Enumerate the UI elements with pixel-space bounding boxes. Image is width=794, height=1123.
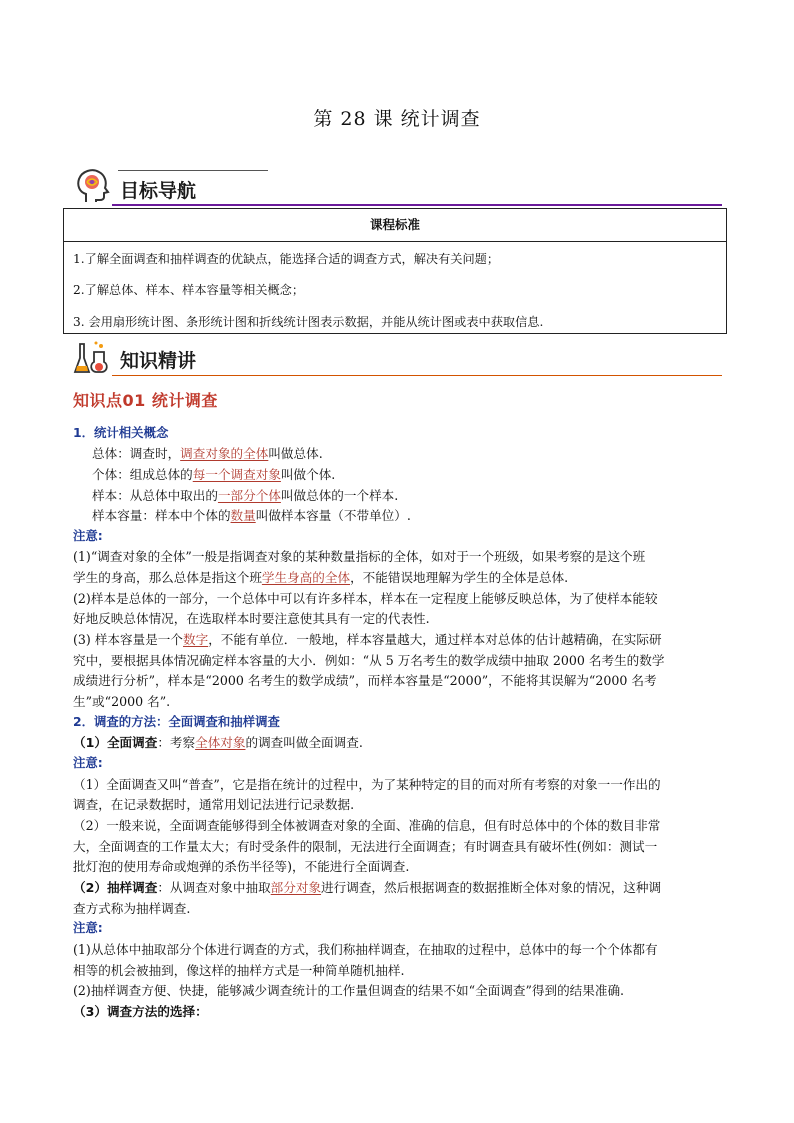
note-line: 生”或“2000 名”. xyxy=(73,694,171,709)
note-line: (2)抽样调查方便、快捷，能够减少调查统计的工作量但调查的结果不如“全面调查”得到的结果准确. xyxy=(73,983,625,998)
section-title-goals: 目标导航 xyxy=(120,180,197,202)
heading-2: 2．调查的方法：全面调查和抽样调查 xyxy=(73,714,280,729)
definition-sample-size: 样本容量：样本中个体的数量叫做样本容量（不带单位）. xyxy=(92,508,411,523)
note-line: 调查，在记录数据时，通常用划记法进行记录数据. xyxy=(73,797,355,812)
standards-header: 课程标准 xyxy=(64,209,726,242)
note-line: 学生的身高，那么总体是指这个班学生身高的全体，不能错误地理解为学生的全体是总体. xyxy=(73,570,569,585)
flask-icon xyxy=(72,338,112,378)
definition-sample: 样本：从总体中取出的一部分个体叫做总体的一个样本. xyxy=(92,488,399,503)
definition-individual: 个体：组成总体的每一个调查对象叫做个体. xyxy=(92,467,336,482)
note-line: (1)从总体中抽取部分个体进行调查的方式，我们称抽样调查，在抽取的过程中，总体中的每一个个体都有 xyxy=(73,942,658,957)
note-line: （2）一般来说，全面调查能够得到全体被调查对象的全面、准确的信息，但有时总体中的个体的数目非常 xyxy=(73,818,661,833)
method-sampling-survey: （2）抽样调查：从调查对象中抽取部分对象进行调查，然后根据调查的数据推断全体对象的情况，这种调 xyxy=(73,880,662,895)
note-line: 好地反映总体情况，在选取样本时要注意使其具有一定的代表性. xyxy=(73,611,430,626)
method-full-survey: （1）全面调查：考察全体对象的调查叫做全面调查. xyxy=(73,735,363,750)
note-line: 相等的机会被抽到，像这样的抽样方式是一种简单随机抽样. xyxy=(73,963,405,978)
note-line: (1)“调查对象的全体”一般是指调查对象的某种数量指标的全体，如对于一个班级，如果考察的是这个班 xyxy=(73,549,646,564)
heading-1: 1．统计相关概念 xyxy=(73,425,169,440)
method-choice-heading: （3）调查方法的选择： xyxy=(73,1004,208,1019)
note-label: 注意: xyxy=(73,920,103,935)
knowledge-point-title: 知识点01 统计调查 xyxy=(73,391,218,410)
note-line: 究中，要根据具体情况确定样本容量的大小．例如：“从 5 万名考生的数学成绩中抽取 2000 名考生的数学 xyxy=(73,653,665,668)
note-label: 注意: xyxy=(73,528,103,543)
definition-total: 总体：调查时，调查对象的全体叫做总体. xyxy=(92,446,323,461)
standard-item: 2.了解总体、样本、样本容量等相关概念； xyxy=(73,283,305,297)
page-title: 第 28 课 统计调查 xyxy=(313,108,481,130)
section-header-goals xyxy=(72,170,722,206)
note-line: 批灯泡的使用寿命或炮弹的杀伤半径等)，不能进行全面调查. xyxy=(73,859,410,874)
course-standards-box xyxy=(63,208,727,334)
note-label: 注意: xyxy=(73,755,103,770)
section-header-knowledge xyxy=(72,340,722,376)
standard-item: 1.了解全面调查和抽样调查的优缺点，能选择合适的调查方式，解决有关问题； xyxy=(73,252,500,266)
note-line: 查方式称为抽样调查. xyxy=(73,901,191,916)
standard-item: 3. 会用扇形统计图、条形统计图和折线统计图表示数据，并能从统计图或表中获取信息. xyxy=(73,315,544,329)
note-line: （1）全面调查又叫“普查”，它是指在统计的过程中，为了某种特定的目的而对所有考察的对象一一作出的 xyxy=(73,777,661,792)
note-line: (3) 样本容量是一个数字，不能有单位．一般地，样本容量越大，通过样本对总体的估计越精确，在实际研 xyxy=(73,632,662,647)
brain-head-icon xyxy=(72,166,112,206)
note-line: 大，全面调查的工作量太大；有时受条件的限制，无法进行全面调查；有时调查具有破坏性(例如：测试一 xyxy=(73,839,658,854)
section-underline xyxy=(112,375,722,377)
section-title-knowledge: 知识精讲 xyxy=(120,350,197,372)
note-line: (2)样本是总体的一部分，一个总体中可以有许多样本，样本在一定程度上能够反映总体，为了使样本能较 xyxy=(73,591,658,606)
note-line: 成绩进行分析”，样本是“2000 名考生的数学成绩”，而样本容量是“2000”，不能将其误解为“2000 名考 xyxy=(73,673,657,688)
section-underline xyxy=(112,204,722,206)
